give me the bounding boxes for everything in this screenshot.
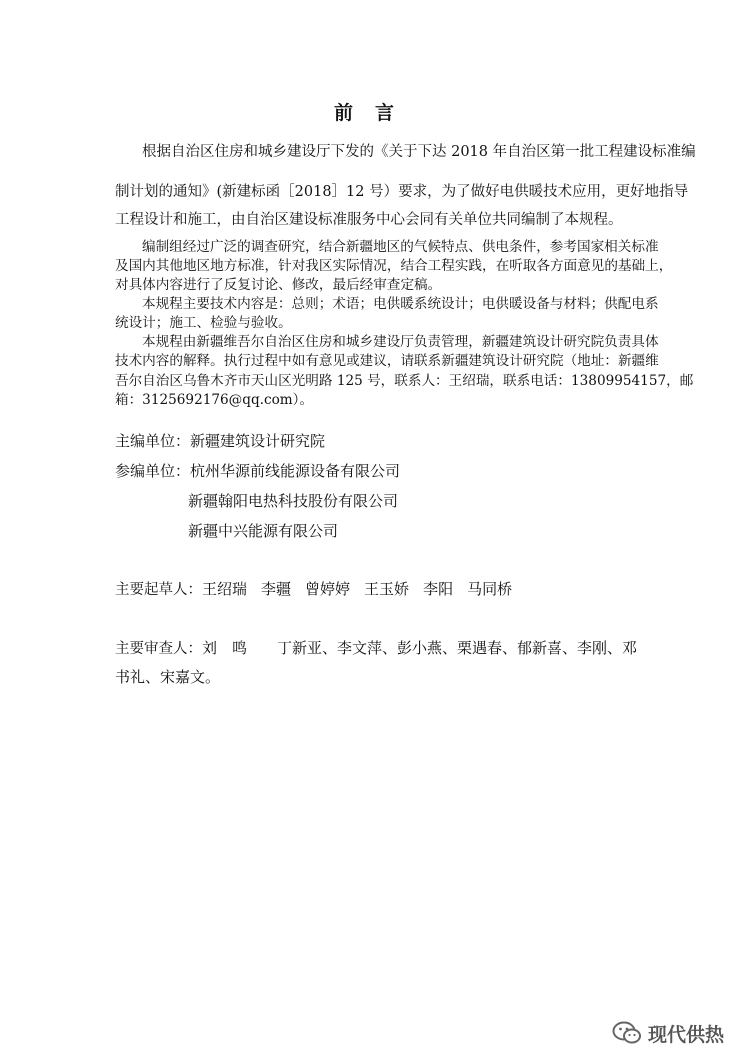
drafters-row <box>115 578 526 599</box>
reviewers-row <box>115 637 637 658</box>
drafter-name: 王玉娇 <box>364 580 410 598</box>
watermark-text: 现代供热 <box>648 1023 725 1046</box>
page-title: 前言 <box>333 102 416 124</box>
drafters-label: 主要起草人： <box>115 582 202 598</box>
reviewers-row-continued: 书礼、宋嘉文。 <box>115 668 221 686</box>
drafter-name: 李疆 <box>261 580 292 598</box>
chief-unit-row <box>115 430 325 451</box>
chief-unit-label: 主编单位： <box>115 432 191 450</box>
paragraph-4-line-2: 技术内容的解释。执行过程中如有意见或建议，请联系新疆建筑设计研究院（地址：新疆维 <box>115 353 659 369</box>
paragraph-1-line-1: 根据自治区住房和城乡建设厅下发的《关于下达 2018 年自治区第一批工程建设标准编 <box>142 144 696 160</box>
paragraph-4-line-1: 本规程由新疆维吾尔自治区住房和城乡建设厅负责管理，新疆建筑设计研究院负责具体 <box>142 334 659 350</box>
reviewers-list: 刘 鸣 丁新亚、李文萍、彭小燕、栗遇春、郁新喜、李刚、邓 <box>202 639 638 657</box>
participating-unit-row <box>115 460 400 481</box>
reviewers-label: 主要审查人： <box>115 641 202 657</box>
participating-unit-2: 新疆翰阳电热科技股份有限公司 <box>188 492 399 510</box>
wechat-watermark <box>612 1018 724 1048</box>
paragraph-1-line-3: 工程设计和施工，由自治区建设标准服务中心会同有关单位共同编制了本规程。 <box>115 212 623 228</box>
paragraph-2-line-1: 编制组经过广泛的调查研究，结合新疆地区的气候特点、供电条件，参考国家相关标准 <box>142 239 659 255</box>
paragraph-2-line-3: 对具体内容进行了反复讨论、修改，最后经审查定稿。 <box>115 277 442 293</box>
paragraph-4-line-4: 箱：3125692176@qq.com）。 <box>115 392 314 408</box>
paragraph-1-line-2: 制计划的通知》(新建标函［2018］12 号）要求，为了做好电供暖技术应用，更好地指导 <box>115 184 689 200</box>
paragraph-3-line-2: 统设计；施工、检验与验收。 <box>115 315 292 331</box>
paragraph-4-line-3: 吾尔自治区乌鲁木齐市天山区光明路 125 号，联系人：王绍瑞，联系电话：13809954157，邮 <box>115 373 694 389</box>
participating-unit-1: 杭州华源前线能源设备有限公司 <box>190 462 401 480</box>
chief-unit-name: 新疆建筑设计研究院 <box>190 432 326 450</box>
paragraph-2-line-2: 及国内其他地区地方标准，针对我区实际情况，结合工程实践，在听取各方面意见的基础上， <box>115 258 673 274</box>
wechat-icon <box>612 1020 642 1046</box>
paragraph-3-line-1: 本规程主要技术内容是：总则；术语；电供暖系统设计；电供暖设备与材料；供配电系 <box>142 296 659 312</box>
participating-unit-label: 参编单位： <box>115 462 191 480</box>
drafter-name: 王绍瑞 <box>202 580 248 598</box>
participating-unit-3: 新疆中兴能源有限公司 <box>188 522 339 540</box>
drafter-name: 曾婷婷 <box>305 580 351 598</box>
drafter-name: 李阳 <box>423 580 454 598</box>
drafter-name: 马同桥 <box>467 580 513 598</box>
